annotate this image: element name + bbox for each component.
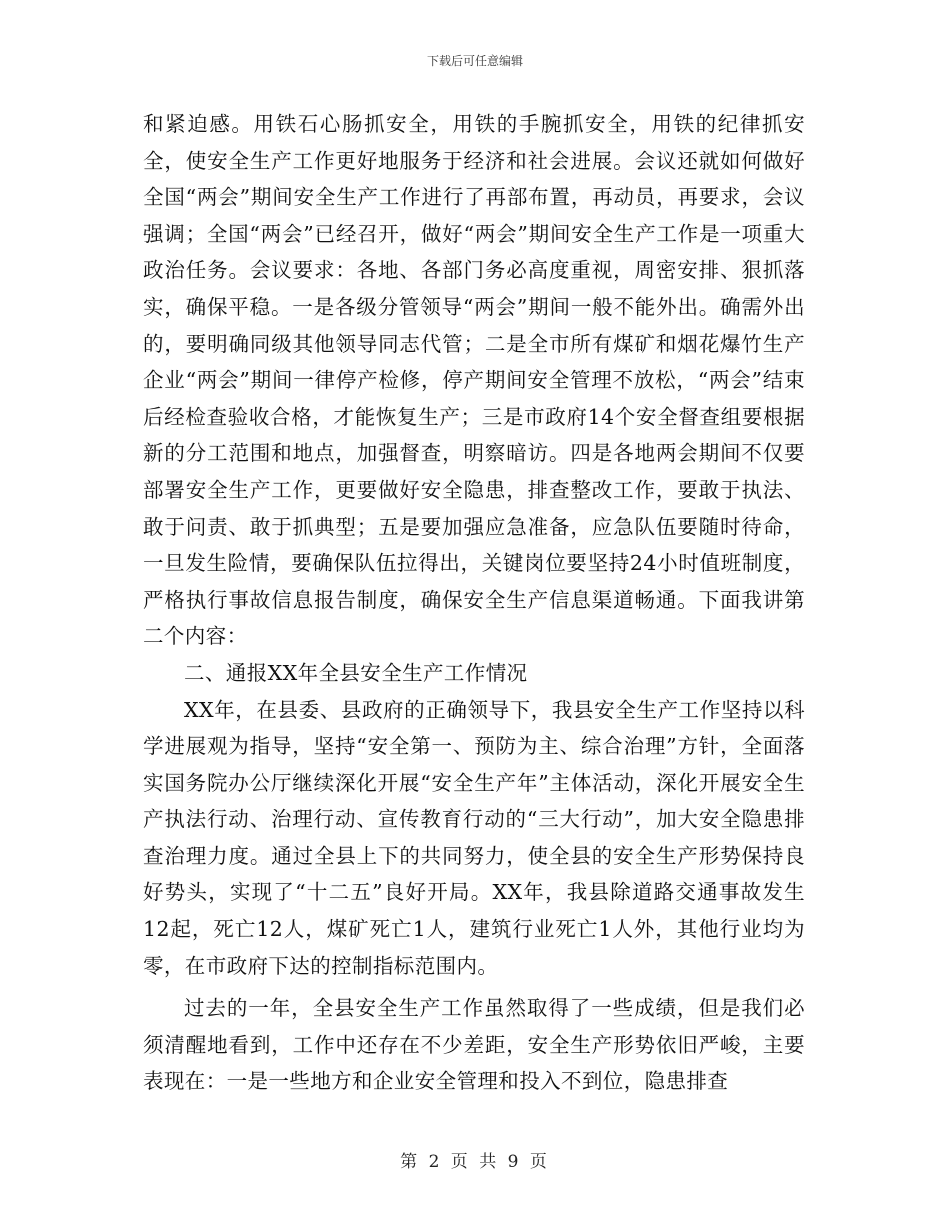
document-body xyxy=(143,106,805,1100)
paragraph-annual-report: XX年，在县委、县政府的正确领导下，我县安全生产工作坚持以科学进展观为指导，坚持“安全第一、预防为主、综合治理”方针，全面落实国务院办公厅继续深化开展“安全生产年”主体活动，深化开展安全生产执法行动、治理行动、宣传教育行动的“三大行动”，加大安全隐患排查治理力度。通过全县上下的共同努力，使全县的安全生产形势保持良好势头，实现了“十二五”良好开局。XX年，我县除道路交通事故发生12起，死亡12人，煤矿死亡1人，建筑行业死亡1人外，其他行业均为零，在市政府下达的控制指标范围内。 xyxy=(143,697,805,978)
page-header-note: 下载后可任意编辑 xyxy=(426,54,523,68)
section-heading: 二、通报XX年全县安全生产工作情况 xyxy=(184,660,528,685)
page-number: 第 2 页 共 9 页 xyxy=(400,1152,550,1172)
paragraph-continuation: 和紧迫感。用铁石心肠抓安全，用铁的手腕抓安全，用铁的纪律抓安全，使安全生产工作更好地服务于经济和社会进展。会议还就如何做好全国“两会”期间安全生产工作进行了再部布置，再动员，再要求，会议强调；全国“两会”已经召开，做好“两会”期间安全生产工作是一项重大政治任务。会议要求：各地、各部门务必高度重视，周密安排、狠抓落实，确保平稳。一是各级分管领导“两会”期间一般不能外出。确需外出的，要明确同级其他领导同志代管；二是全市所有煤矿和烟花爆竹生产企业“两会”期间一律停产检修，停产期间安全管理不放松，“两会”结束后经检查验收合格，才能恢复生产；三是市政府14个安全督查组要根据新的分工范围和地点，加强督查，明察暗访。四是各地两会期间不仅要部署安全生产工作，更要做好安全隐患，排查整改工作，要敢于执法、敢于问责、敢于抓典型；五是要加强应急准备，应急队伍要随时待命，一旦发生险情，要确保队伍拉得出，关键岗位要坚持24小时值班制度，严格执行事故信息报告制度，确保安全生产信息渠道畅通。下面我讲第二个内容： xyxy=(143,112,805,649)
paragraph-problems: 过去的一年，全县安全生产工作虽然取得了一些成绩，但是我们必须清醒地看到，工作中还存在不少差距，安全生产形势依旧严峻，主要表现在：一是一些地方和企业安全管理和投入不到位，隐患排查 xyxy=(143,996,805,1094)
